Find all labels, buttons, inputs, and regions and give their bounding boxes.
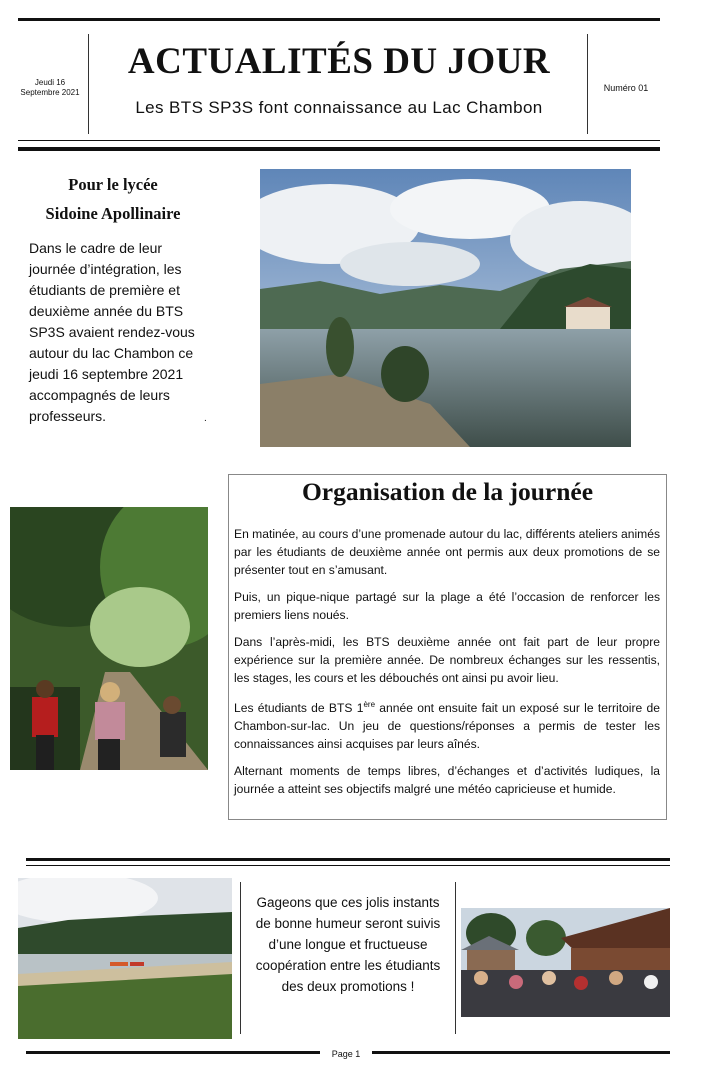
group-gathering-photo: [461, 908, 670, 1017]
header-bottom-rule-thin: [18, 140, 660, 141]
p4-after: année ont ensuite fait un exposé sur le territoire de Chambon-sur-lac. Un jeu de questions/réponses a permis de tester les connaissances ainsi acquises par leurs aînés.: [234, 701, 660, 752]
organisation-body: [234, 525, 660, 807]
bottom-divider-left: [240, 882, 241, 1034]
date-line-1: Jeudi 16: [34, 78, 66, 87]
p4-superscript: ère: [363, 700, 376, 709]
forest-walk-photo: [10, 507, 208, 770]
masthead-subtitle: Les BTS SP3S font connaissance au Lac Chambon: [135, 98, 543, 117]
organisation-paragraph-1: En matinée, au cours d’une promenade autour du lac, différents ateliers animés par les étudiants de deuxième année ont permis aux deux promotions de se présenter tout en s’amusant.: [234, 527, 660, 577]
bottom-divider-right: [455, 882, 456, 1034]
issue-number: Numéro 01: [603, 83, 649, 93]
organisation-paragraph-3: Dans l’après-midi, les BTS deuxième année ont fait part de leur propre expérience sur la première année. De nombreux échanges sur les ressentis, les stages, les cours et les débouchés ont ainsi pu avoir lieu.: [234, 635, 660, 685]
footer-rule-left: [26, 1051, 320, 1054]
p4-before: Les étudiants de BTS 1: [234, 701, 364, 716]
page-number: Page 1: [331, 1049, 361, 1059]
organisation-title: Organisation de la journée: [301, 477, 594, 506]
bottom-section-rule-thin: [26, 865, 670, 866]
footer-rule-right: [372, 1051, 670, 1054]
school-heading: [28, 170, 198, 228]
closing-text: Gageons que ces jolis instants de bonne humeur seront suivis d’une longue et fructueuse coopération entre les étudiants des deux promotions !: [255, 895, 441, 994]
top-rule: [18, 18, 660, 21]
bottom-section-rule-thick: [26, 858, 670, 861]
school-line-1: Pour le lycée: [68, 175, 158, 194]
school-line-2: Sidoine Apollinaire: [45, 204, 181, 223]
lake-chambon-photo: [260, 169, 631, 447]
intro-text: Dans le cadre de leur journée d’intégration, les étudiants de première et deuxième année du BTS SP3S avaient rendez-vous autour du lac Chambon ce jeudi 16 septembre 2021 accompagnés de leurs professeurs.: [29, 240, 195, 424]
stray-mark: .: [204, 413, 207, 424]
header-divider-left: [88, 34, 89, 134]
date-line-2: Septembre 2021: [20, 88, 80, 97]
issue-date: [14, 78, 86, 98]
header-bottom-rule: [18, 147, 660, 151]
organisation-paragraph-5: Alternant moments de temps libres, d’échanges et d’activités ludiques, la journée a atteint ses objectifs malgré une météo capricieuse et humide.: [234, 764, 660, 797]
beach-photo: [18, 878, 232, 1039]
header-divider-right: [587, 34, 588, 134]
organisation-paragraph-4: [234, 696, 660, 753]
masthead-title: ACTUALITÉS DU JOUR: [127, 41, 551, 82]
organisation-paragraph-2: Puis, un pique-nique partagé sur la plage a été l’occasion de renforcer les premiers liens noués.: [234, 590, 660, 622]
